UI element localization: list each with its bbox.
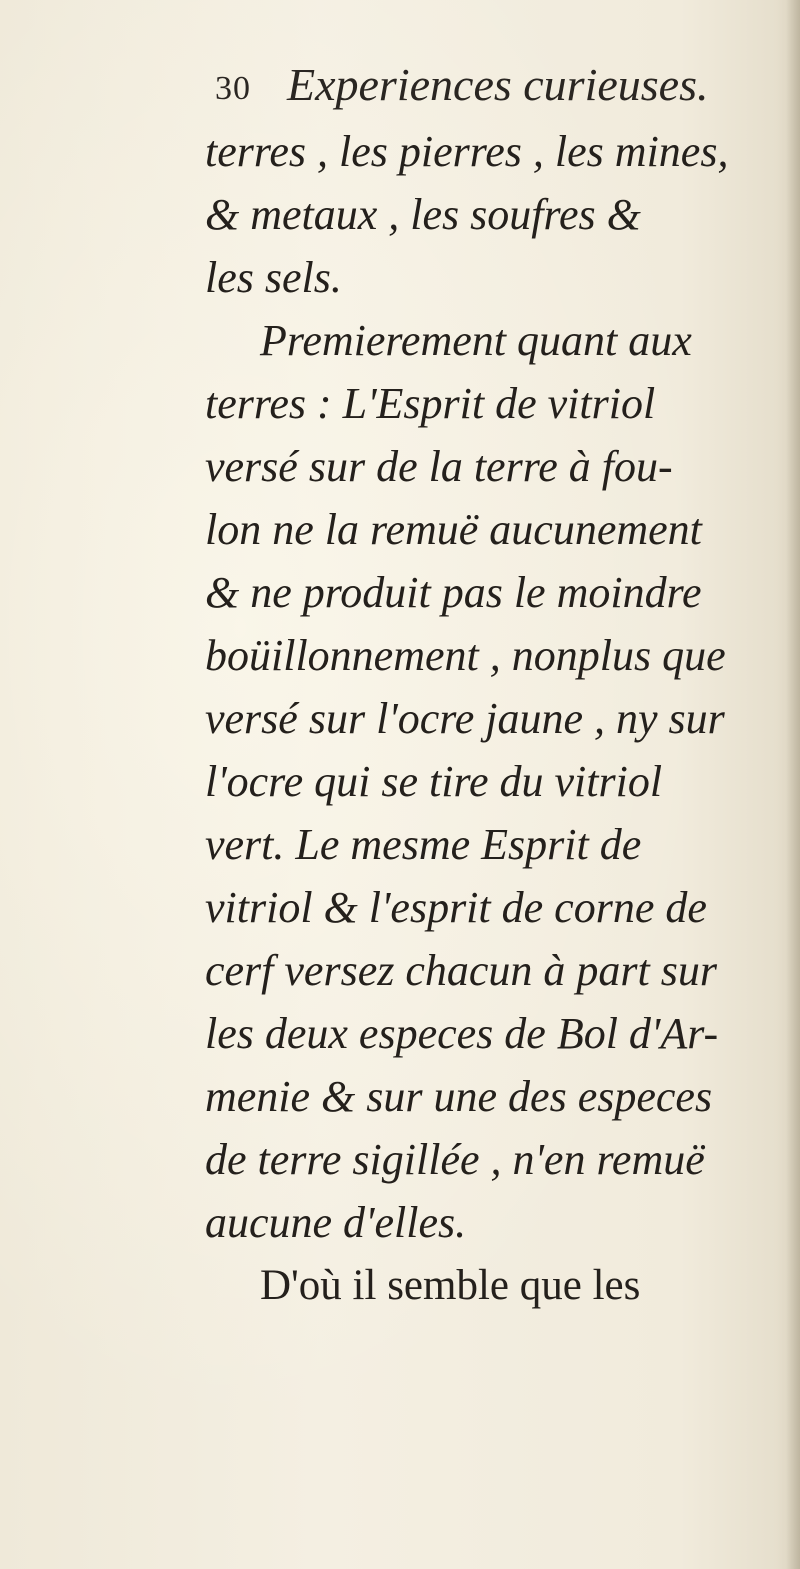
text-line: l'ocre qui se tire du vitriol [205, 757, 663, 806]
text-line: cerf versez chacun à part sur [205, 946, 718, 995]
text-line: terres : L'Esprit de vitriol [205, 379, 656, 428]
text-line: & metaux , les soufres & [205, 190, 641, 239]
text-line: terres , les pierres , les mines, [205, 127, 729, 176]
text-line: aucune d'elles. [205, 1198, 467, 1247]
text-line: & ne produit pas le moindre [205, 568, 702, 617]
text-line: menie & sur une des especes [205, 1072, 713, 1121]
running-head [215, 58, 775, 118]
text-line: boüillonnement , nonplus que [205, 631, 726, 680]
text-line: les deux especes de Bol d'Ar- [205, 1009, 719, 1058]
running-head-title: Experiences curieuses. [287, 59, 709, 110]
page-number: 30 [215, 70, 251, 107]
text-line: vert. Le mesme Esprit de [205, 820, 642, 869]
paragraph-start-line: D'où il semble que les [260, 1262, 641, 1309]
text-line: vitriol & l'esprit de corne de [205, 883, 707, 932]
paragraph-start-line: Premierement quant aux [260, 316, 692, 365]
text-line: de terre sigillée , n'en remuë [205, 1135, 705, 1184]
text-line: versé sur l'ocre jaune , ny sur [205, 694, 725, 743]
body-text [205, 120, 790, 1317]
text-line: les sels. [205, 253, 342, 302]
text-line: lon ne la remuë aucunement [205, 505, 702, 554]
text-line: versé sur de la terre à fou- [205, 442, 673, 491]
